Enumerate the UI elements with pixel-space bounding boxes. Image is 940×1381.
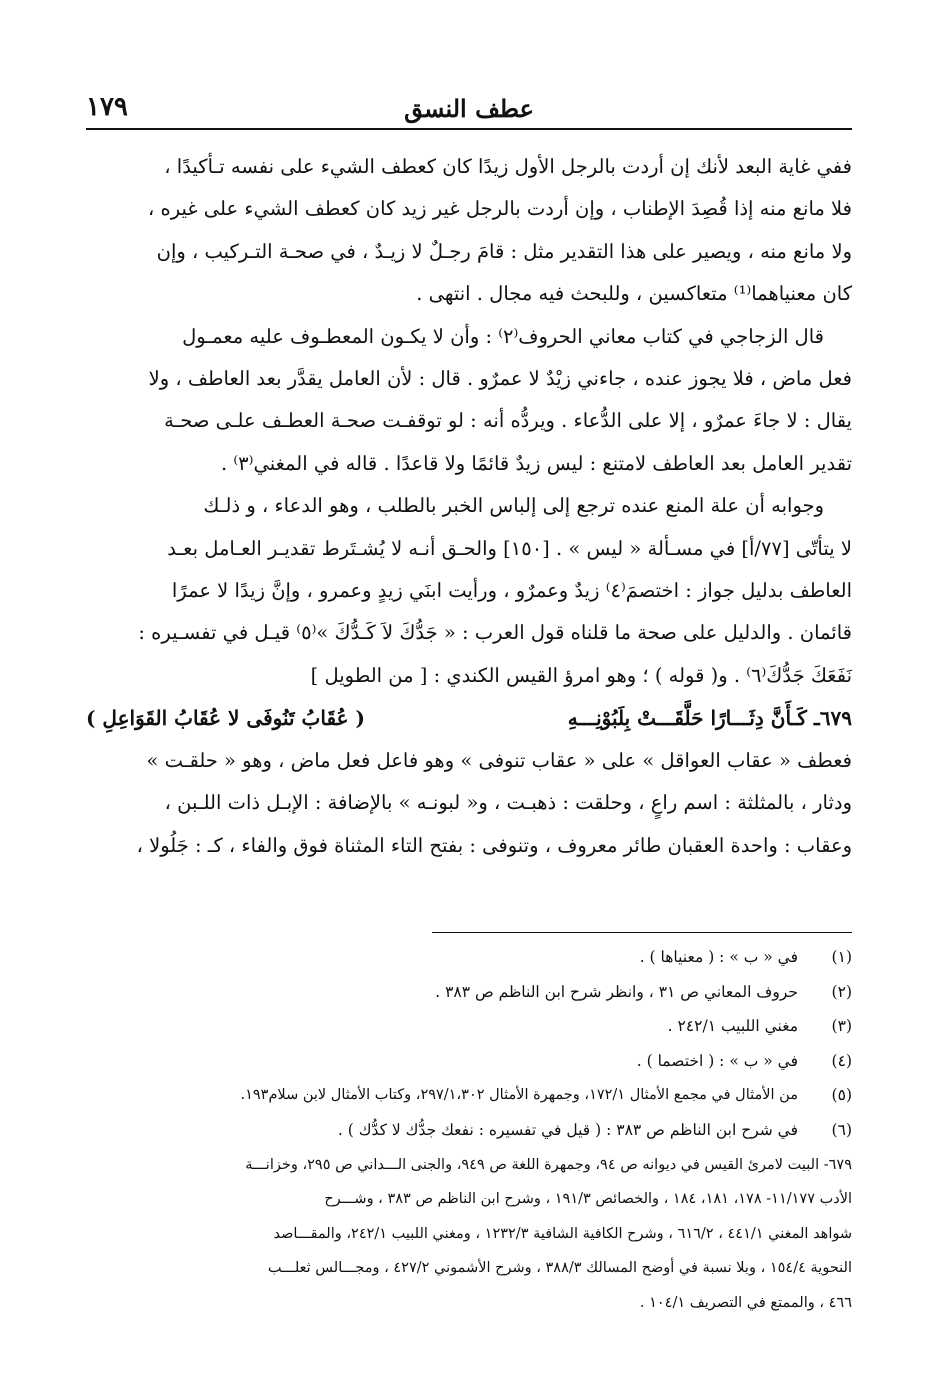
page-number: ١٧٩	[86, 92, 128, 122]
footnotes	[86, 940, 852, 1321]
footnote	[86, 1113, 852, 1148]
source-line: النحوية ١٥٤/٤ ، وبلا نسبة في أوضح المسالك ٣٨٨/٣ ، وشرح الأشموني ٤٢٧/٢ ، ومجـــالس ثعلـــب	[267, 1260, 852, 1277]
text-line: فلا مانع منه إذا قُصِدَ الإطناب ، وإن أردت بالرجل غير زيد كان كعطف الشيء على غيره ،	[148, 197, 852, 221]
footnote-number: (٥)	[831, 1086, 852, 1105]
text-line: فعل ماض ، فلا يجوز عنده ، جاءني زيْدٌ لا عمرٌو . قال : لأن العامل يقدَّر بعد العاطف ، ولا	[148, 367, 852, 391]
footnote	[86, 975, 852, 1010]
text-line: ودثار ، بالمثلثة : اسم راعٍ ، وحلقت : ذهبـت ، و« لبونـه » بالإضافة : الإبـل ذات اللـبن ،	[164, 791, 852, 815]
text-line: تقدير العامل بعد العاطف لامتنع : ليس زيدٌ قائمًا ولا قاعدًا . قاله في المغني⁽٣⁾ .	[220, 451, 852, 475]
source-line: شواهد المغني ٤٤١/١ ، ٦١٦/٢ ، وشرح الكافية الشافية ١٢٣٢/٣ ، ومغني اللبيب ٢٤٢/١، والمقـــاصد	[273, 1225, 852, 1242]
footnote-separator	[432, 932, 852, 933]
footnote-text: من الأمثال في مجمع الأمثال ١٧٢/١، وجمهرة الأمثال ٢٩٧/١،٣٠٢، وكتاب الأمثال لابن سلام١٩٣.	[240, 1087, 798, 1104]
text-line: ولا مانع منه ، ويصير على هذا التقدير مثل : قامَ رجـلٌ لا زيـدٌ ، في صحـة التـركيب ، وإن	[156, 239, 852, 263]
footnote-number: (٤)	[831, 1051, 852, 1070]
text-line: قال الزجاجي في كتاب معاني الحروف⁽٢⁾ : وأن لا يكـون المعطـوف عليه معمـول	[182, 324, 824, 348]
text-line: فعطف « عقاب العواقل » على « عقاب تنوفى » وهو فاعل فعل ماض ، وهو « حلقـت »	[146, 748, 852, 772]
verse-second-hemistich: ( عُقَابُ تَنُوفَى لا عُقَابُ القَوَاعِلِ )	[86, 706, 365, 731]
footnote	[86, 940, 852, 975]
footnote	[86, 1044, 852, 1079]
text-line: نَفَعَكَ جَدُّكَ⁽٦⁾ . و( قوله ) ؛ وهو امرؤ القيس الكندي : [ من الطويل ]	[310, 663, 852, 687]
text-line: كان معنياهما⁽¹⁾ متعاكسين ، وللبحث فيه مجال . انتهى .	[416, 282, 852, 306]
text-line: وعقاب : واحدة العقبان طائر معروف ، وتنوفى : بفتح التاء المثناة فوق والفاء ، كـ : جَلُولا ،	[136, 833, 852, 857]
footnote-number: (٦)	[831, 1120, 852, 1139]
verse-source-note	[86, 1148, 852, 1321]
verse-first-hemistich: ٦٧٩ـ كَـأَنَّ دِثَـــارًا حَلَّقَـــتْ بِلَبُوْنِـــهِ	[567, 706, 852, 731]
poetry-verse	[86, 697, 852, 739]
text-line: العاطف بدليل جواز : اختصمَ⁽٤⁾ زيدٌ وعمرٌو ، ورأيت ابنَي زيدٍ وعمرو ، وإنَّ زيدًا لا عمرًا	[171, 579, 852, 603]
footnote-text: في « ب » : ( معنياها ) .	[639, 948, 798, 966]
source-line: الأدب ١١/١٧٧- ١٧٨، ١٨١، ١٨٤ ، والخصائص ١٩١/٣ ، وشرح ابن الناظم ص ٣٨٣ ، وشـــرح	[324, 1191, 852, 1208]
footnote-text: حروف المعاني ص ٣١ ، وانظر شرح ابن الناظم ص ٣٨٣ .	[435, 982, 798, 1001]
footnote-number: (٣)	[831, 1017, 852, 1036]
main-text	[86, 146, 852, 867]
text-line: قائمان . والدليل على صحة ما قلناه قول العرب : « جَدُّكَ لاَ كَـدُّكَ »⁽٥⁾ قيـل في تفسـيره :	[138, 621, 852, 645]
footnote	[86, 1078, 852, 1113]
footnote-number: (٢)	[831, 982, 852, 1001]
text-line: وجوابه أن علة المنع عنده ترجع إلى إلباس الخبر بالطلب ، وهو الدعاء ، و ذلـك	[203, 494, 824, 518]
running-head: عطف النسق	[404, 94, 534, 123]
text-line: يقال : لا جاءَ عمرٌو ، إلا على الدُّعاء . ويردُّه أنه : لو توقفـت صحـة العطـف علـى صحـة	[164, 409, 852, 433]
source-line: ٦٧٩- البيت لامرئ القيس في ديوانه ص ٩٤، وجمهرة اللغة ص ٩٤٩، والجنى الـــداني ص ٢٩٥، وخزانـــة	[245, 1156, 852, 1173]
text-line: ففي غاية البعد لأنك إن أردت بالرجل الأول زيدًا كان كعطف الشيء على نفسه تـأكيدًا ،	[164, 155, 852, 178]
footnote-text: في شرح ابن الناظم ص ٣٨٣ : ( قيل في تفسيره : نفعك جدُّك لا كدُّك ) .	[337, 1120, 798, 1139]
footnote	[86, 1009, 852, 1044]
text-line: لا يتأتّى [٧٧/أ] في مسـألة « ليس » . [١٥٠] والحـق أنـه لا يُشـتَرط تقديـر العـامل بعـد	[167, 536, 852, 560]
footnote-text: في « ب » : ( اختصما ) .	[636, 1051, 798, 1070]
page-header	[86, 92, 852, 130]
footnote-text: مغني اللبيب ٢٤٢/١ .	[667, 1017, 798, 1036]
source-line: ٤٦٦ ، والممتع في التصريف ١٠٤/١ .	[639, 1294, 852, 1311]
footnote-number: (١)	[831, 948, 852, 966]
